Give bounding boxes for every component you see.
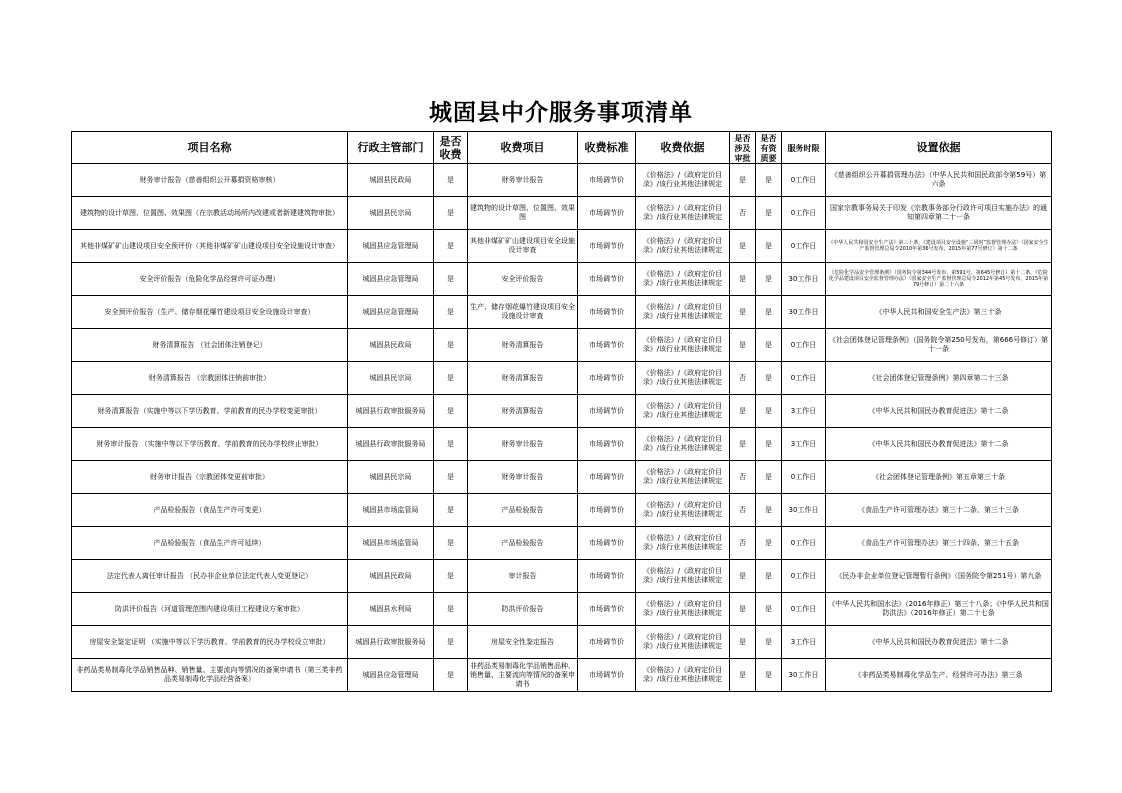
cell-dept: 城固县民政局 — [348, 560, 434, 593]
table-row — [72, 527, 1052, 560]
cell-standard: 市场调节价 — [578, 230, 636, 263]
header-time: 服务时限 — [782, 132, 826, 164]
cell-dept: 城固县市场监管局 — [348, 527, 434, 560]
cell-qualification: 是 — [756, 197, 782, 230]
table-row — [72, 461, 1052, 494]
table-row — [72, 593, 1052, 626]
cell-dept: 城固县市场监管局 — [348, 494, 434, 527]
cell-approval: 否 — [730, 527, 756, 560]
cell-legal: 《社会团体登记管理条例》第四章第二十三条 — [826, 362, 1052, 395]
cell-qualification: 是 — [756, 395, 782, 428]
cell-legal: 《食品生产许可管理办法》第三十二条、第三十三条 — [826, 494, 1052, 527]
header-dept: 行政主管部门 — [348, 132, 434, 164]
cell-time: 30工作日 — [782, 296, 826, 329]
cell-name: 财务清算报告 （社会团体注销登记） — [72, 329, 348, 362]
cell-approval: 否 — [730, 197, 756, 230]
cell-standard: 市场调节价 — [578, 428, 636, 461]
cell-standard: 市场调节价 — [578, 461, 636, 494]
cell-time: 30工作日 — [782, 659, 826, 692]
cell-time: 0工作日 — [782, 164, 826, 197]
cell-charged: 是 — [434, 164, 468, 197]
table-row — [72, 626, 1052, 659]
cell-dept: 城固县应急管理局 — [348, 659, 434, 692]
page-title: 城固县中介服务事项清单 — [429, 99, 693, 126]
cell-time: 0工作日 — [782, 362, 826, 395]
table-row — [72, 494, 1052, 527]
cell-approval: 是 — [730, 263, 756, 296]
cell-standard: 市场调节价 — [578, 395, 636, 428]
cell-item: 房屋安全性鉴定报告 — [468, 626, 578, 659]
cell-name: 房屋安全鉴定证明 （实施中等以下学历教育、学前教育的民办学校设立审批） — [72, 626, 348, 659]
cell-basis: 《价格法》/《政府定价目录》/该行业其他法律规定 — [636, 560, 730, 593]
cell-basis: 《价格法》/《政府定价目录》/该行业其他法律规定 — [636, 527, 730, 560]
cell-dept: 城固县民宗局 — [348, 197, 434, 230]
cell-basis: 《价格法》/《政府定价目录》/该行业其他法律规定 — [636, 230, 730, 263]
header-basis: 收费依据 — [636, 132, 730, 164]
cell-legal: 《危险化学品安全管理条例》（国务院令第344号发布，第591号、第645号修订）第十二条，《危险化学品建设项目安全监督管理办法》（国家安全生产监督管理总局令2012年第45号发布，2015年第79号修订）第二十六条 — [826, 263, 1052, 296]
cell-dept: 城固县水利局 — [348, 593, 434, 626]
cell-charged: 是 — [434, 197, 468, 230]
cell-dept: 城固县应急管理局 — [348, 296, 434, 329]
cell-charged: 是 — [434, 263, 468, 296]
cell-charged: 是 — [434, 527, 468, 560]
table-row — [72, 296, 1052, 329]
cell-qualification: 是 — [756, 626, 782, 659]
cell-basis: 《价格法》/《政府定价目录》/该行业其他法律规定 — [636, 494, 730, 527]
cell-legal: 《慈善组织公开募捐管理办法》（中华人民共和国民政部令第59号）第六条 — [826, 164, 1052, 197]
table-row — [72, 263, 1052, 296]
cell-standard: 市场调节价 — [578, 626, 636, 659]
table-row — [72, 428, 1052, 461]
cell-time: 30工作日 — [782, 494, 826, 527]
cell-standard: 市场调节价 — [578, 362, 636, 395]
cell-name: 法定代表人离任审计报告 （民办非企业单位法定代表人变更登记） — [72, 560, 348, 593]
cell-standard: 市场调节价 — [578, 494, 636, 527]
cell-dept: 城固县行政审批服务局 — [348, 395, 434, 428]
cell-standard: 市场调节价 — [578, 560, 636, 593]
cell-basis: 《价格法》/《政府定价目录》/该行业其他法律规定 — [636, 461, 730, 494]
cell-approval: 是 — [730, 626, 756, 659]
cell-legal: 《中华人民共和国民办教育促进法》第十二条 — [826, 395, 1052, 428]
cell-time: 0工作日 — [782, 329, 826, 362]
header-qualification: 是否有资质要 — [756, 132, 782, 164]
cell-item: 安全评价报告 — [468, 263, 578, 296]
cell-charged: 是 — [434, 626, 468, 659]
cell-approval: 是 — [730, 428, 756, 461]
cell-charged: 是 — [434, 659, 468, 692]
cell-basis: 《价格法》/《政府定价目录》/该行业其他法律规定 — [636, 263, 730, 296]
cell-basis: 《价格法》/《政府定价目录》/该行业其他法律规定 — [636, 362, 730, 395]
cell-standard: 市场调节价 — [578, 659, 636, 692]
cell-item: 其他非煤矿矿山建设项目安全设施设计审查 — [468, 230, 578, 263]
cell-time: 30工作日 — [782, 263, 826, 296]
cell-standard: 市场调节价 — [578, 197, 636, 230]
cell-qualification: 是 — [756, 593, 782, 626]
cell-legal: 《中华人民共和国安全生产法》第三十条 — [826, 296, 1052, 329]
header-name: 项目名称 — [72, 132, 348, 164]
cell-item: 财务清算报告 — [468, 362, 578, 395]
cell-charged: 是 — [434, 461, 468, 494]
cell-legal: 《民办非企业单位登记管理暂行条例》（国务院令第251号）第九条 — [826, 560, 1052, 593]
cell-legal: 《社会团体登记管理条例》（国务院令第250号发布，第666号修订）第十一条 — [826, 329, 1052, 362]
cell-approval: 是 — [730, 230, 756, 263]
cell-legal: 《社会团体登记管理条例》第五章第三十条 — [826, 461, 1052, 494]
cell-dept: 城固县行政审批服务局 — [348, 626, 434, 659]
cell-name: 财务清算报告 （宗教团体注销前审批） — [72, 362, 348, 395]
header-row — [72, 132, 1052, 164]
cell-name: 安全评价报告（危险化学品经营许可证办理） — [72, 263, 348, 296]
cell-item: 产品检验报告 — [468, 527, 578, 560]
cell-time: 0工作日 — [782, 560, 826, 593]
cell-name: 非药品类易制毒化学品销售品种、销售量、主要流向等情况的备案申请书（第三类非药品类易制毒化学品经营备案） — [72, 659, 348, 692]
cell-legal: 《中华人民共和国民办教育促进法》第十二条 — [826, 428, 1052, 461]
cell-qualification: 是 — [756, 230, 782, 263]
cell-standard: 市场调节价 — [578, 263, 636, 296]
cell-basis: 《价格法》/《政府定价目录》/该行业其他法律规定 — [636, 659, 730, 692]
cell-dept: 城固县民宗局 — [348, 362, 434, 395]
cell-qualification: 是 — [756, 263, 782, 296]
cell-time: 0工作日 — [782, 197, 826, 230]
cell-name: 安全预评价报告（生产、储存烟花爆竹建设项目安全设施设计审查） — [72, 296, 348, 329]
cell-basis: 《价格法》/《政府定价目录》/该行业其他法律规定 — [636, 593, 730, 626]
cell-name: 产品检验报告（食品生产许可变更） — [72, 494, 348, 527]
header-legal: 设置依据 — [826, 132, 1052, 164]
cell-item: 产品检验报告 — [468, 494, 578, 527]
cell-dept: 城固县应急管理局 — [348, 263, 434, 296]
cell-dept: 城固县民政局 — [348, 164, 434, 197]
cell-basis: 《价格法》/《政府定价目录》/该行业其他法律规定 — [636, 395, 730, 428]
cell-time: 0工作日 — [782, 461, 826, 494]
table-row — [72, 395, 1052, 428]
cell-standard: 市场调节价 — [578, 593, 636, 626]
cell-legal: 《中华人民共和国安全生产法》第三十条，《建设项目安全设施“三同时”监督管理办法》（国家安全生产监督管理总局令2010年第36号发布，2015年第77号修订）第十二条 — [826, 230, 1052, 263]
cell-charged: 是 — [434, 230, 468, 263]
cell-approval: 否 — [730, 362, 756, 395]
cell-legal: 《食品生产许可管理办法》第三十四条、第三十五条 — [826, 527, 1052, 560]
cell-standard: 市场调节价 — [578, 329, 636, 362]
cell-dept: 城固县行政审批服务局 — [348, 428, 434, 461]
cell-dept: 城固县民政局 — [348, 329, 434, 362]
cell-item: 建筑物的设计草图、位置图、效果图 — [468, 197, 578, 230]
cell-item: 财务清算报告 — [468, 329, 578, 362]
cell-item: 财务审计报告 — [468, 428, 578, 461]
cell-qualification: 是 — [756, 659, 782, 692]
cell-item: 财务审计报告 — [468, 461, 578, 494]
cell-legal: 《非药品类易制毒化学品生产、经营许可办法》第三条 — [826, 659, 1052, 692]
cell-charged: 是 — [434, 560, 468, 593]
cell-name: 建筑物的设计草图、位置图、效果图（在宗教活动场所内改建或者新建建筑物审批） — [72, 197, 348, 230]
cell-qualification: 是 — [756, 296, 782, 329]
cell-qualification: 是 — [756, 362, 782, 395]
cell-approval: 是 — [730, 593, 756, 626]
cell-item: 防洪评价报告 — [468, 593, 578, 626]
cell-item: 财务审计报告 — [468, 164, 578, 197]
cell-approval: 是 — [730, 659, 756, 692]
cell-time: 3工作日 — [782, 395, 826, 428]
cell-time: 3工作日 — [782, 428, 826, 461]
cell-qualification: 是 — [756, 428, 782, 461]
cell-name: 产品检验报告（食品生产许可延续） — [72, 527, 348, 560]
cell-time: 0工作日 — [782, 593, 826, 626]
cell-qualification: 是 — [756, 164, 782, 197]
cell-charged: 是 — [434, 362, 468, 395]
cell-basis: 《价格法》/《政府定价目录》/该行业其他法律规定 — [636, 626, 730, 659]
table-row — [72, 329, 1052, 362]
cell-time: 0工作日 — [782, 230, 826, 263]
cell-item: 非药品类易制毒化学品销售品种、销售量、主要流向等情况的备案申请书 — [468, 659, 578, 692]
cell-legal: 《中华人民共和国民办教育促进法》第十二条 — [826, 626, 1052, 659]
cell-charged: 是 — [434, 428, 468, 461]
cell-qualification: 是 — [756, 560, 782, 593]
cell-approval: 是 — [730, 164, 756, 197]
cell-item: 财务清算报告 — [468, 395, 578, 428]
cell-standard: 市场调节价 — [578, 527, 636, 560]
cell-approval: 是 — [730, 560, 756, 593]
cell-approval: 是 — [730, 296, 756, 329]
table-row — [72, 362, 1052, 395]
cell-item: 生产、储存烟花爆竹建设项目安全设施设计审查 — [468, 296, 578, 329]
cell-approval: 是 — [730, 395, 756, 428]
cell-name: 防洪评价报告（河道管理范围内建设项目工程建设方案审批） — [72, 593, 348, 626]
cell-basis: 《价格法》/《政府定价目录》/该行业其他法律规定 — [636, 329, 730, 362]
cell-approval: 否 — [730, 461, 756, 494]
header-item: 收费项目 — [468, 132, 578, 164]
cell-standard: 市场调节价 — [578, 164, 636, 197]
cell-basis: 《价格法》/《政府定价目录》/该行业其他法律规定 — [636, 296, 730, 329]
cell-approval: 否 — [730, 494, 756, 527]
cell-charged: 是 — [434, 395, 468, 428]
cell-item: 审计报告 — [468, 560, 578, 593]
cell-basis: 《价格法》/《政府定价目录》/该行业其他法律规定 — [636, 164, 730, 197]
header-approval: 是否涉及审批 — [730, 132, 756, 164]
cell-name: 财务审计报告（慈善组织公开募捐资格审核） — [72, 164, 348, 197]
cell-charged: 是 — [434, 494, 468, 527]
cell-dept: 城固县民宗局 — [348, 461, 434, 494]
cell-standard: 市场调节价 — [578, 296, 636, 329]
cell-legal: 《中华人民共和国水法》（2016年修正）第三十八条；《中华人民共和国防洪法》（2016年修正）第二十七条 — [826, 593, 1052, 626]
cell-name: 财务清算报告（实施中等以下学历教育、学前教育的民办学校变更审批） — [72, 395, 348, 428]
cell-dept: 城固县应急管理局 — [348, 230, 434, 263]
cell-charged: 是 — [434, 296, 468, 329]
cell-basis: 《价格法》/《政府定价目录》/该行业其他法律规定 — [636, 197, 730, 230]
cell-legal: 国家宗教事务局关于印发《宗教事务部分行政许可项目实施办法》的通知第四章第二十一条 — [826, 197, 1052, 230]
cell-basis: 《价格法》/《政府定价目录》/该行业其他法律规定 — [636, 428, 730, 461]
cell-time: 0工作日 — [782, 527, 826, 560]
header-charged: 是否收费 — [434, 132, 468, 164]
cell-time: 3工作日 — [782, 626, 826, 659]
cell-qualification: 是 — [756, 494, 782, 527]
table-row — [72, 164, 1052, 197]
table-row — [72, 230, 1052, 263]
cell-name: 财务审计报告（宗教团体变更前审批） — [72, 461, 348, 494]
cell-charged: 是 — [434, 593, 468, 626]
table-row — [72, 197, 1052, 230]
table-row — [72, 560, 1052, 593]
cell-qualification: 是 — [756, 461, 782, 494]
cell-qualification: 是 — [756, 329, 782, 362]
cell-name: 其他非煤矿矿山建设项目安全预评价（其他非煤矿矿山建设项目安全设施设计审查） — [72, 230, 348, 263]
table-row — [72, 659, 1052, 692]
service-items-table — [71, 131, 1052, 692]
cell-name: 财务审计报告 （实施中等以下学历教育、学前教育的民办学校终止审批） — [72, 428, 348, 461]
cell-approval: 是 — [730, 329, 756, 362]
cell-qualification: 是 — [756, 527, 782, 560]
header-standard: 收费标准 — [578, 132, 636, 164]
cell-charged: 是 — [434, 329, 468, 362]
